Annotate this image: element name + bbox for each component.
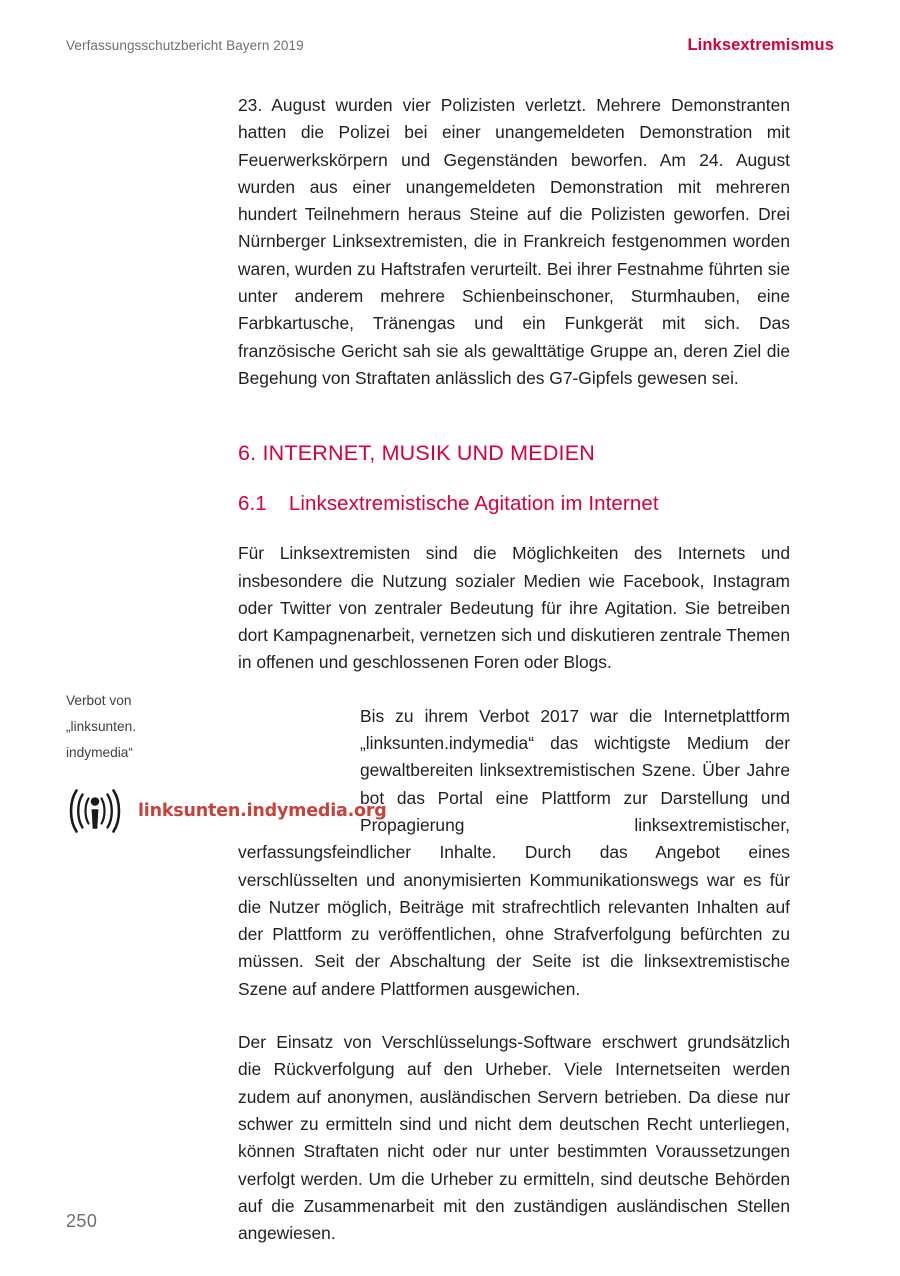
linksunten-indymedia-logo	[66, 783, 387, 838]
spacer	[238, 677, 790, 703]
paragraph-linksunten-indymedia	[238, 703, 790, 1003]
paragraph-internet-importance: Für Linksextremisten sind die Möglichkeiten des Internets und insbesondere die Nutzung sozialer Medien wie Facebook, Instagram oder Twitter von zentraler Bedeutung für ihre Agitation. Sie betreiben dort Kampagnenarbeit, vernetzen sich und diskutieren zentrale Themen in offenen und geschlossenen Foren oder Blogs.	[238, 543, 790, 673]
section-number: 6.1	[238, 492, 267, 516]
paragraph-encryption-software: Der Einsatz von Verschlüsselungs-Software erschwert grundsätzlich die Rückverfolgung auf den Urheber. Viele Internetseiten werden zudem auf anonymen, ausländischen Servern betrieben. Da diese nur schwer zu ermitteln sind und nicht dem deutschen Recht unterliegen, können Straftaten nicht oder nur unter bestimmten Voraussetzungen verfolgt werden. Um die Urheber zu ermitteln, sind deutsche Behörden auf die Zusammenarbeit mit den zuständigen ausländischen Stellen angewiesen.	[238, 1032, 790, 1244]
margin-note-line-1: Verbot von	[66, 693, 132, 708]
section-heading	[238, 490, 790, 518]
broadcast-waves-icon	[66, 785, 124, 837]
margin-note	[66, 688, 226, 766]
spacer	[238, 392, 790, 439]
running-head-chapter-title: Linksextremismus	[687, 36, 834, 54]
spacer	[238, 518, 790, 540]
paragraph-linksunten-indymedia-text: Bis zu ihrem Verbot 2017 war die Internetplattform „linksunten.indymedia“ das wichtigste Medium der gewaltbereiten linksextremistischen Szene. Über Jahre bot das Portal eine Plattform zur Darstellung und Propagierung linksextremistischer, verfassungsfeindlicher Inhalte. Durch das Angebot eines verschlüsselten und anonymisierten Kommunikationswegs war es für die Nutzer möglich, Beiträge mit strafrechtlich relevanten Inhalten auf der Plattform zu veröffentlichen, ohne Strafverfolgung befürchten zu müssen. Seit der Abschaltung der Seite ist die linksextremistische Szene auf andere Plattformen ausgewichen.	[238, 705, 790, 999]
section-title: Linksextremistische Agitation im Internet	[288, 492, 659, 516]
text-column	[238, 92, 790, 1247]
spacer	[238, 467, 790, 490]
paragraph-violence-report: 23. August wurden vier Polizisten verletzt. Mehrere Demonstranten hatten die Polizei bei einer unangemeldeten Demonstration mit Feuerwerkskörpern und Gegenständen beworfen. Am 24. August wurden aus einer unangemeldeten Demonstration mit mehreren hundert Teilnehmern heraus Steine auf die Polizisten geworfen. Drei Nürnberger Linksextremisten, die in Frankreich festgenommen worden waren, wurden zu Haftstrafen verurteilt. Bei ihrer Festnahme führten sie unter anderem mehrere Schienbeinschoner, Sturmhauben, eine Farbkartusche, Tränengas und ein Funkgerät mit sich. Das französische Gericht sah sie als gewalttätige Gruppe an, deren Ziel die Begehung von Straftaten anlässlich des G7-Gipfels gewesen sei.	[238, 95, 790, 388]
page-number: 250	[66, 1211, 98, 1231]
margin-note-line-3: indymedia“	[66, 745, 133, 760]
margin-note-line-2: „linksunten.	[66, 719, 136, 734]
running-head	[66, 36, 834, 58]
logo-wordmark: linksunten.indymedia.org	[138, 800, 387, 821]
spacer	[238, 1003, 790, 1029]
running-head-report-title: Verfassungsschutzbericht Bayern 2019	[66, 38, 304, 53]
chapter-heading: 6. INTERNET, MUSIK UND MEDIEN	[238, 441, 596, 466]
